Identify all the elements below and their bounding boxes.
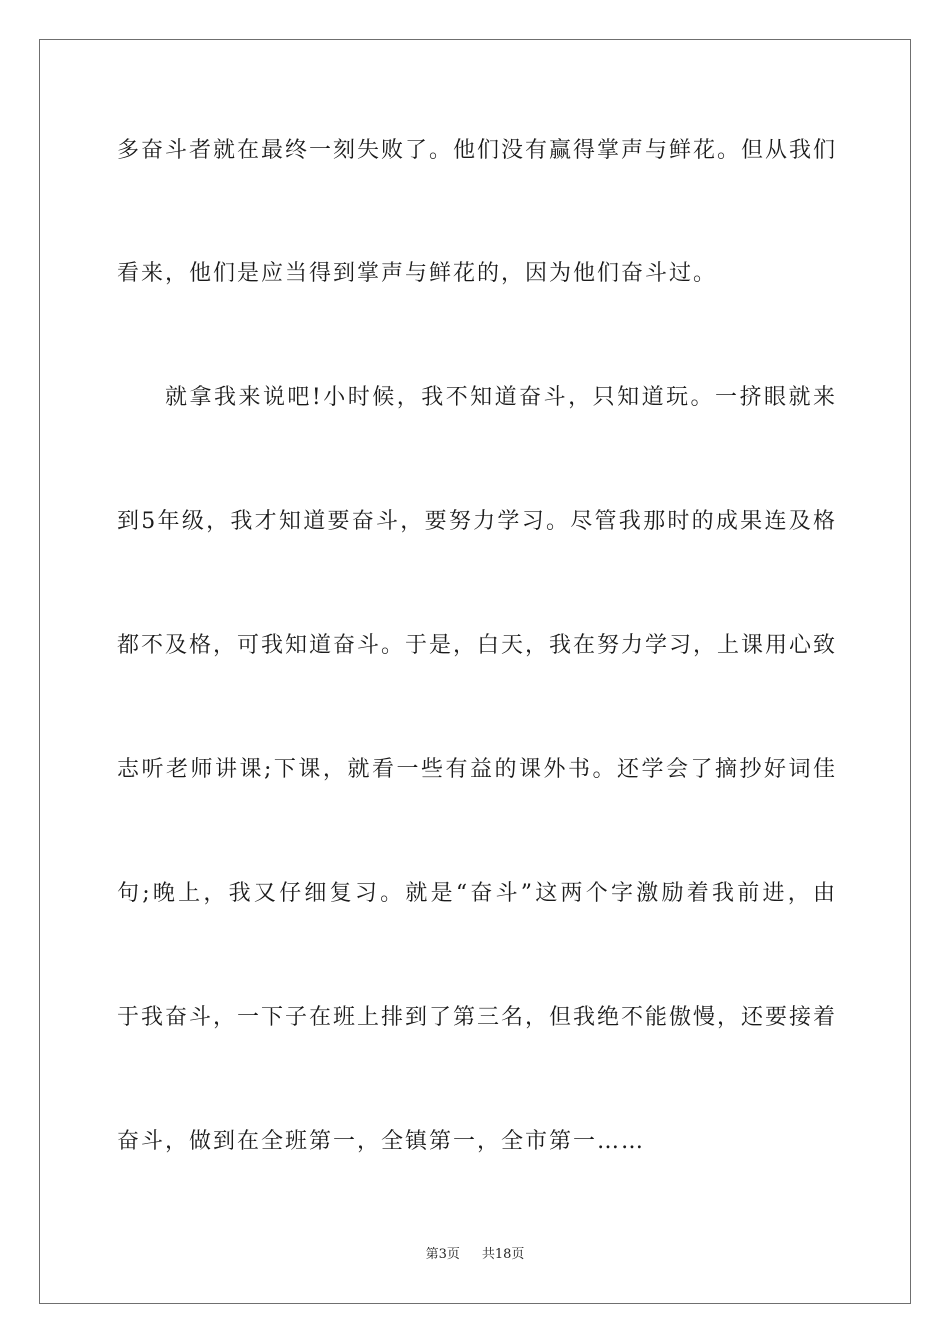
paragraph-line-4: 到5年级，我才知道要奋斗，要努力学习。尽管我那时的成果连及格 [117, 509, 837, 534]
page-total: 共18页 [481, 1247, 525, 1262]
paragraph-line-1: 多奋斗者就在最终一刻失败了。他们没有赢得掌声与鲜花。但从我们 [117, 138, 838, 163]
page-number: 第3页 [425, 1247, 460, 1262]
paragraph-line-3: 就拿我来说吧!小时候，我不知道奋斗，只知道玩。一挤眼就来 [165, 385, 837, 410]
paragraph-line-5: 都不及格，可我知道奋斗。于是，白天，我在努力学习，上课用心致 [117, 633, 838, 658]
paragraph-line-7: 句;晚上，我又仔细复习。就是“奋斗”这两个字激励着我前进，由 [117, 881, 837, 906]
paragraph-line-8: 于我奋斗，一下子在班上排到了第三名，但我绝不能傲慢，还要接着 [117, 1005, 838, 1030]
page-border [39, 39, 911, 1304]
paragraph-line-2: 看来，他们是应当得到掌声与鲜花的，因为他们奋斗过。 [117, 261, 718, 286]
page-footer [0, 1246, 950, 1264]
paragraph-line-6: 志听老师讲课;下课，就看一些有益的课外书。还学会了摘抄好词佳 [117, 757, 837, 782]
paragraph-line-9: 奋斗，做到在全班第一，全镇第一，全市第一…… [117, 1129, 646, 1154]
